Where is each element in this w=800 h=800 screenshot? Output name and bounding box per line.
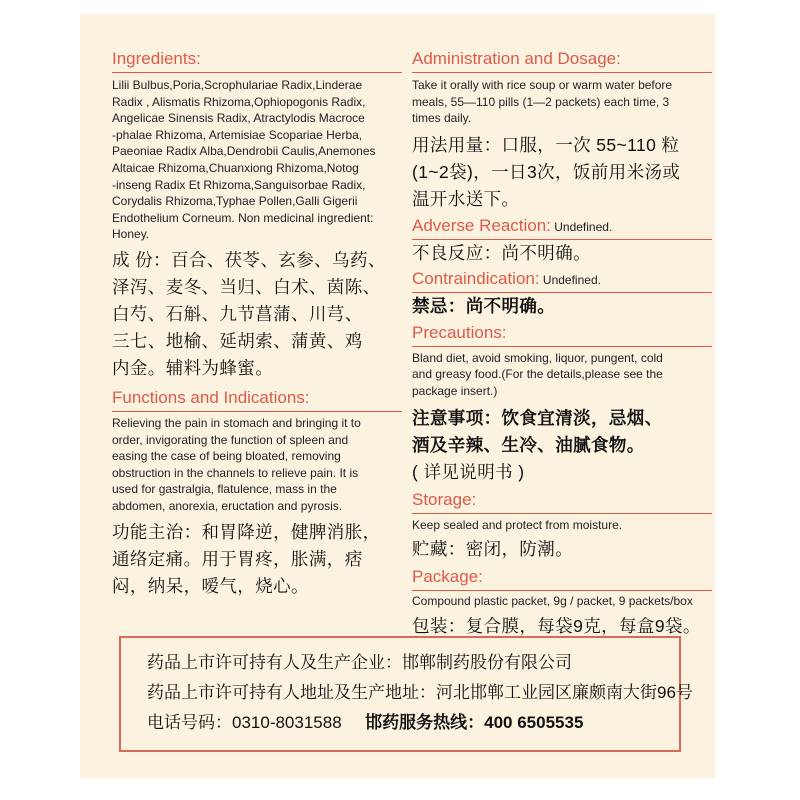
precautions-en-line: Bland diet, avoid smoking, liquor, pungent, cold <box>412 350 663 365</box>
storage-zh: 贮藏：密闭，防潮。 <box>412 539 574 560</box>
storage-heading: Storage: <box>412 489 477 509</box>
ingredients-en-line: Endothelium Corneum. Non medicinal ingredient: <box>112 210 374 225</box>
administration-zh-line: (1~2袋)，一日3次，饭前用米汤或 <box>412 161 681 182</box>
ingredients-heading: Ingredients: <box>112 49 201 68</box>
contact-line <box>147 708 679 738</box>
functions-en-line: easing the case of being bloated, removing <box>112 449 341 464</box>
package-en: Compound plastic packet, 9g / packet, 9 packets/box <box>412 594 693 609</box>
administration-zh-line: 用法用量：口服，一次 55~110 粒 <box>412 134 680 155</box>
precautions-heading: Precautions: <box>412 322 507 342</box>
ingredients-en-line: Lilii Bulbus,Poria,Scrophulariae Radix,Linderae <box>112 78 363 92</box>
functions-section <box>112 387 402 600</box>
administration-section <box>412 48 712 213</box>
precautions-en-line: package insert.) <box>412 383 498 398</box>
right-column <box>412 48 712 640</box>
service-hotline: 邯药服务热线：400 6505535 <box>365 713 584 732</box>
ingredients-en-line: Honey. <box>112 227 150 242</box>
ingredients-en-line: Paeoniae Radix Alba,Dendrobii Caulis,Anemones <box>112 144 376 159</box>
precautions-zh-line: 注意事项：饮食宜清淡，忌烟、 <box>412 407 663 428</box>
manufacturer-info-box <box>119 636 693 752</box>
ingredients-en-line: Altaicae Rhizoma,Chuanxiong Rhizoma,Notog <box>112 160 359 175</box>
functions-heading: Functions and Indications: <box>112 387 310 407</box>
functions-en-line: abdomen, anorexia, eructation and pyrosis. <box>112 498 343 513</box>
functions-en-line: order, invigorating the function of spleen and <box>112 432 349 447</box>
functions-zh-line: 功能主治：和胃降逆，健脾消胀， <box>112 521 381 542</box>
precautions-en-line: and greasy food.(For the details,please see the <box>412 367 663 382</box>
ingredients-zh-line: 泽泻、麦冬、当归、白术、茵陈、 <box>112 276 381 297</box>
adverse-en: Undefined. <box>550 219 613 234</box>
administration-en-line: Take it orally with rice soup or warm water before <box>412 78 673 92</box>
ingredients-en-line: Radix , Alismatis Rhizoma,Ophiopogonis Radix, <box>112 94 366 109</box>
functions-zh-line: 通络定痛。用于胃疼，胀满，痞 <box>112 548 363 569</box>
ingredients-zh-line: 白芍、石斛、九节菖蒲、川芎、 <box>112 303 363 324</box>
contraindication-section <box>412 268 712 320</box>
package-zh: 包装：复合膜，每袋9克，每盒9袋。 <box>412 615 701 636</box>
ingredients-section <box>112 48 402 382</box>
ingredients-en-line: -inseng Radix Et Rhizoma,Sanguisorbae Radix, <box>112 177 366 192</box>
ingredients-zh-line: 内金。辅料为蜂蜜。 <box>112 357 274 378</box>
functions-en-line: used for gastralgia, flatulence, mass in the <box>112 482 337 497</box>
functions-zh-line: 闷，纳呆，嗳气，烧心。 <box>112 575 309 596</box>
administration-heading: Administration and Dosage: <box>412 49 621 68</box>
adverse-zh: 不良反应：尚不明确。 <box>412 242 591 263</box>
precautions-zh-line: 酒及辛辣、生冷、油腻食物。 <box>412 434 645 455</box>
left-column <box>112 48 402 600</box>
functions-en-line: Relieving the pain in stomach and bringing it to <box>112 415 361 430</box>
contraindication-zh: 禁忌：尚不明确。 <box>412 295 556 316</box>
contraindication-en: Undefined. <box>539 272 601 287</box>
administration-zh-line: 温开水送下。 <box>412 188 520 209</box>
package-heading: Package: <box>412 567 483 587</box>
ingredients-en-line: -phalae Rhizoma, Artemisiae Scopariae Herba, <box>112 127 363 142</box>
ingredients-en-line: Angelicae Sinensis Radix, Atractylodis Macroce <box>112 111 365 126</box>
package-section <box>412 566 712 640</box>
administration-en-line: meals, 55—110 pills (1—2 packets) each time, 3 <box>412 94 670 109</box>
phone-number: 电话号码：0310-8031588 <box>147 713 342 732</box>
address-line: 药品上市许可持有人地址及生产地址：河北邯郸工业园区廉颇南大街96号 <box>147 683 693 702</box>
storage-section <box>412 489 712 564</box>
manufacturer-line: 药品上市许可持有人及生产企业：邯郸制药股份有限公司 <box>147 653 572 672</box>
administration-en-line: times daily. <box>412 111 472 126</box>
functions-en-line: obstruction in the channels to relieve pain. It is <box>112 465 359 480</box>
ingredients-zh-line: 成 份：百合、茯苓、玄参、乌药、 <box>112 249 386 270</box>
precautions-section <box>412 322 712 486</box>
ingredients-zh-line: 三七、地榆、延胡索、蒲黄、鸡 <box>112 330 363 351</box>
ingredients-en-line: Corydalis Rhizoma,Typhae Pollen,Galli Gigerii <box>112 194 358 209</box>
adverse-heading: Adverse Reaction: <box>412 215 551 235</box>
storage-en: Keep sealed and protect from moisture. <box>412 517 623 532</box>
contraindication-heading: Contraindication: <box>412 268 540 288</box>
precautions-zh-line: ( 详见说明书 ) <box>412 461 525 482</box>
adverse-section <box>412 215 712 267</box>
